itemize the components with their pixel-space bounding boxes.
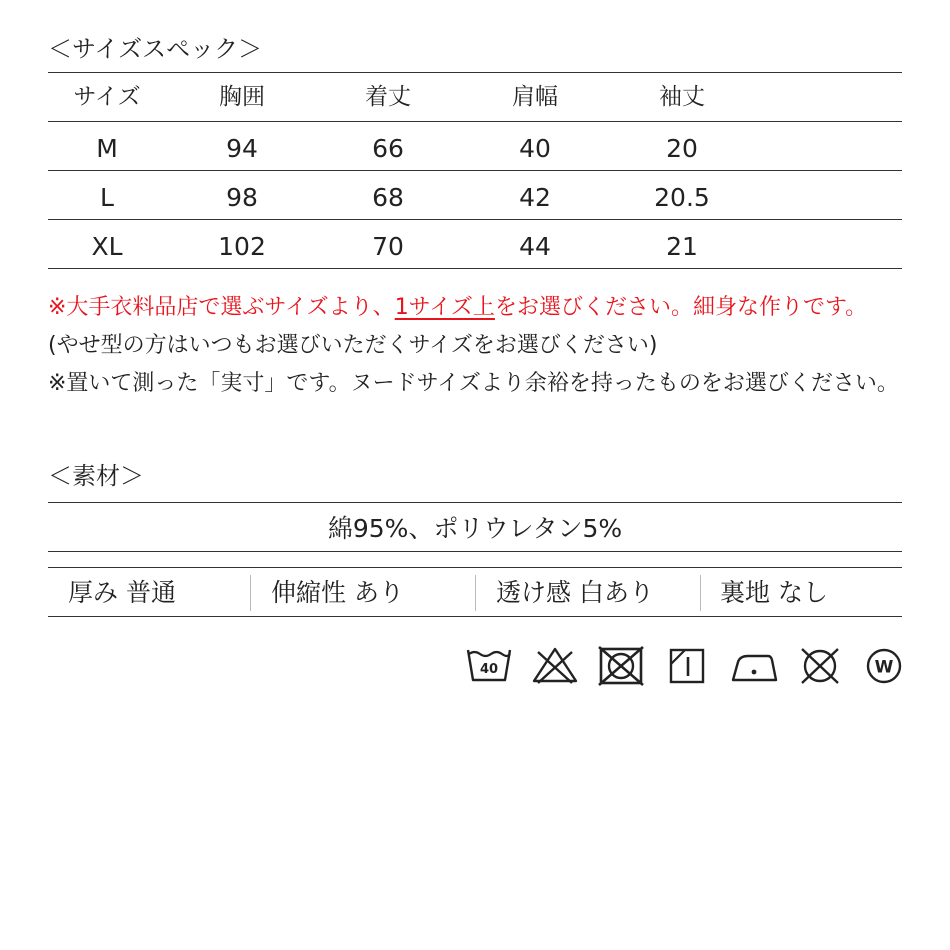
size-advice-text: ※大手衣料品店で選ぶサイズより、 <box>48 295 395 320</box>
cell-length: 66 <box>372 134 404 163</box>
header-length: 着丈 <box>365 84 411 110</box>
material-top-rule <box>48 502 902 503</box>
table-bottom-rule <box>48 268 902 269</box>
property-divider <box>250 575 251 611</box>
cell-size: L <box>100 183 114 212</box>
size-advice-text-end: をお選びください。細身な作りです。 <box>494 295 868 320</box>
size-up-emphasis: 1サイズ上 <box>394 295 495 320</box>
table-top-rule <box>48 72 902 73</box>
material-heading: ＜素材＞ <box>48 462 144 490</box>
property-lining: 裏地 なし <box>720 578 828 607</box>
cell-length: 70 <box>372 232 404 261</box>
cell-chest: 98 <box>226 183 258 212</box>
iron-low-icon <box>730 646 778 686</box>
properties-top-rule <box>48 567 902 568</box>
cell-shoulder: 40 <box>519 134 551 163</box>
cell-chest: 102 <box>218 232 266 261</box>
size-spec-heading: ＜サイズスペック＞ <box>48 35 263 63</box>
wet-clean-letter: W <box>874 657 894 678</box>
no-tumble-dry-icon <box>598 646 644 686</box>
property-stretch: 伸縮性 あり <box>271 578 404 607</box>
material-bottom-rule <box>48 551 902 552</box>
property-sheerness: 透け感 白あり <box>496 578 654 607</box>
header-chest: 胸囲 <box>219 84 265 110</box>
header-size: サイズ <box>73 84 141 110</box>
header-shoulder: 肩幅 <box>512 84 558 110</box>
cell-length: 68 <box>372 183 404 212</box>
cell-sleeve: 21 <box>666 232 698 261</box>
wet-clean-icon <box>864 646 904 686</box>
cell-size: M <box>96 134 118 163</box>
wash-40-icon <box>466 646 512 686</box>
cell-size: XL <box>91 232 123 261</box>
wash-temp-label: 40 <box>479 662 499 677</box>
cell-shoulder: 42 <box>519 183 551 212</box>
size-advice-note <box>48 294 867 322</box>
no-bleach-icon <box>532 646 578 686</box>
cell-sleeve: 20.5 <box>654 183 710 212</box>
table-row-rule <box>48 219 902 220</box>
header-sleeve: 袖丈 <box>659 84 705 110</box>
property-thickness: 厚み 普通 <box>68 578 176 607</box>
cell-sleeve: 20 <box>666 134 698 163</box>
property-divider <box>700 575 701 611</box>
no-dry-clean-icon <box>798 646 842 686</box>
material-composition: 綿95%、ポリウレタン5% <box>327 514 623 543</box>
slim-fit-note: (やせ型の方はいつもお選びいただくサイズをお選びください) <box>48 333 658 358</box>
properties-bottom-rule <box>48 616 902 617</box>
table-row-rule <box>48 170 902 171</box>
cell-shoulder: 44 <box>519 232 551 261</box>
line-dry-shade-icon <box>668 646 706 686</box>
measurement-note: ※置いて測った「実寸」です。ヌードサイズより余裕を持ったものをお選びください。 <box>48 371 899 396</box>
table-header-rule <box>48 121 902 122</box>
property-divider <box>475 575 476 611</box>
cell-chest: 94 <box>226 134 258 163</box>
